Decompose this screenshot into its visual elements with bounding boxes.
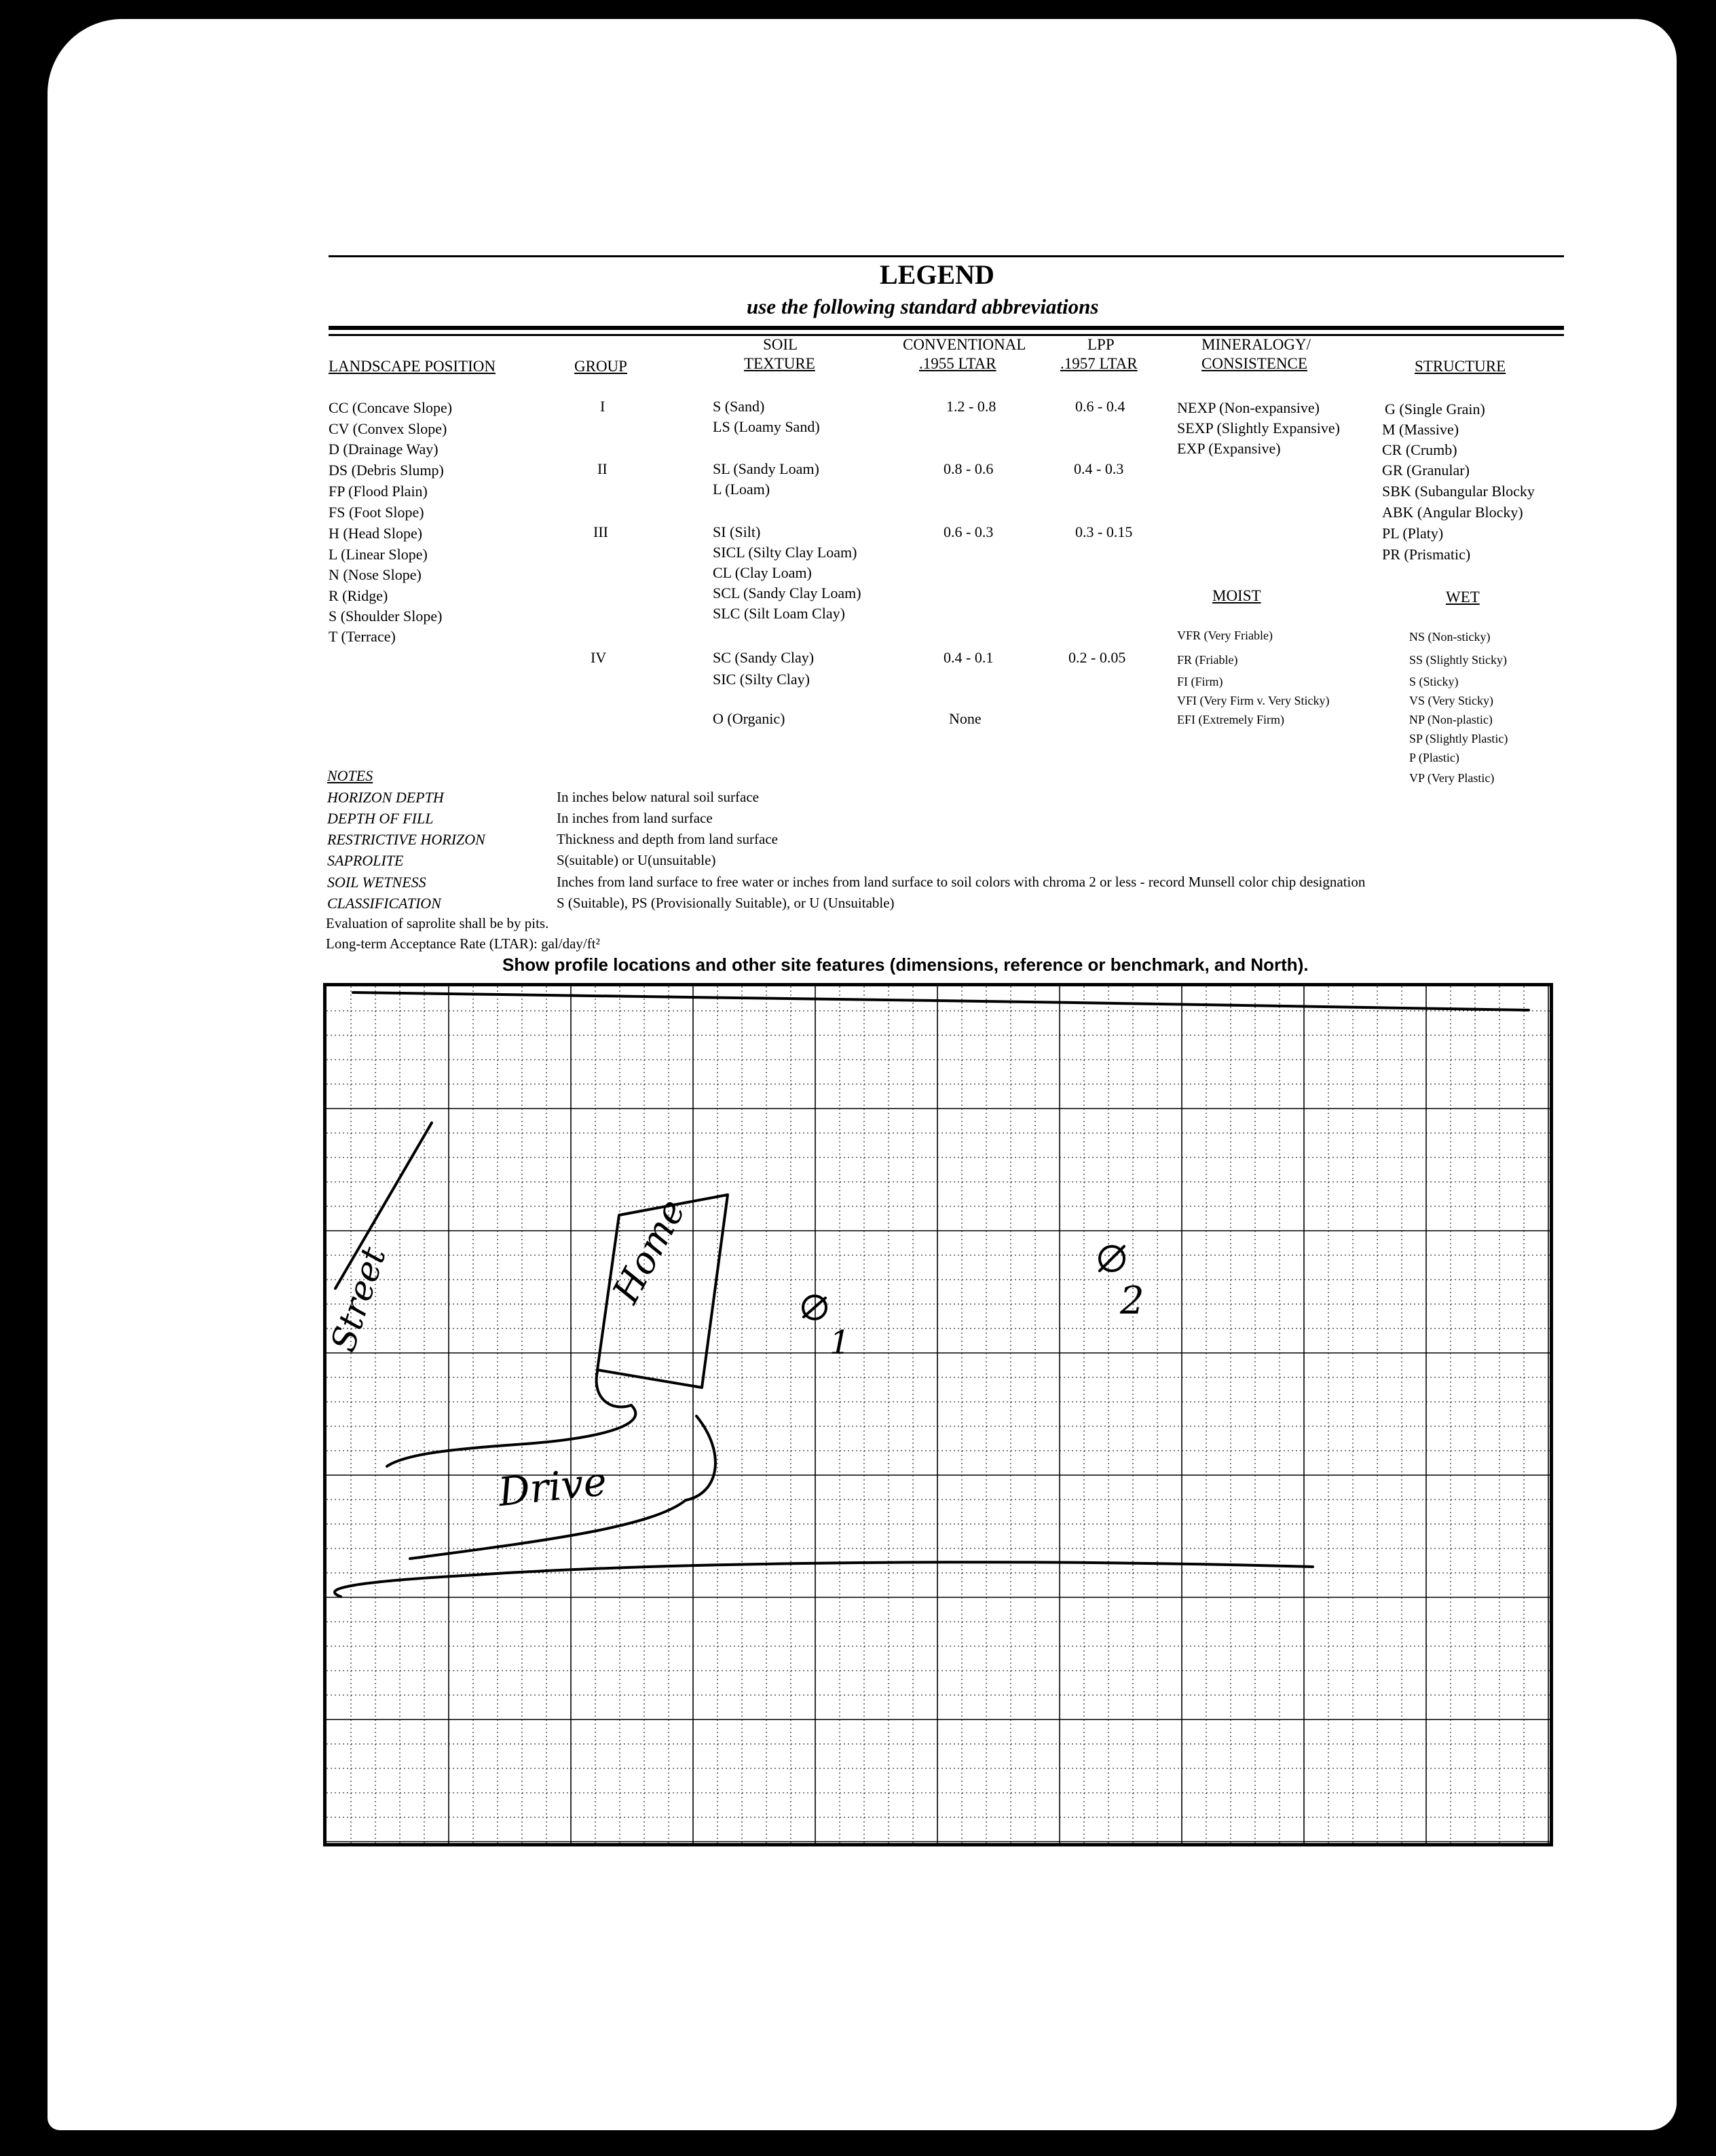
lpp-ltar-value: 0.2 - 0.05 [1068, 649, 1126, 666]
wet-item: P (Plastic) [1409, 751, 1459, 764]
structure-item: PL (Platy) [1382, 525, 1444, 542]
texture-item: S (Sand) [713, 398, 765, 415]
wet-item: VS (Very Sticky) [1409, 694, 1493, 707]
texture-item: SI (Silt) [713, 523, 761, 540]
saprolite-note: Evaluation of saprolite shall be by pits. [326, 915, 549, 931]
mineralogy-item: SEXP (Slightly Expansive) [1177, 420, 1340, 436]
header-texture: TEXTURE [744, 355, 815, 372]
conventional-ltar-value: None [949, 710, 982, 727]
structure-item: G (Single Grain) [1385, 401, 1485, 417]
mineralogy-item: NEXP (Non-expansive) [1177, 399, 1320, 416]
moist-item: FI (Firm) [1177, 675, 1223, 688]
conventional-ltar-value: 1.2 - 0.8 [946, 398, 996, 415]
texture-item: SC (Sandy Clay) [713, 649, 815, 666]
wet-item: SS (Slightly Sticky) [1409, 653, 1508, 667]
note-value: S (Suitable), PS (Provisionally Suitable), or U (Unsuitable) [557, 895, 895, 911]
landscape-item: R (Ridge) [329, 587, 388, 604]
note-value: S(suitable) or U(unsuitable) [557, 852, 716, 868]
wet-item: NP (Non-plastic) [1409, 713, 1493, 726]
moist-item: FR (Friable) [1177, 653, 1238, 667]
group-label: III [593, 523, 608, 540]
header-conventional-ltar: .1955 LTAR [919, 355, 996, 372]
texture-item: SL (Sandy Loam) [713, 460, 819, 477]
note-value: Inches from land surface to free water or inches from land surface to soil colors with chroma 2 or less - record Munsell color chip designation [557, 874, 1366, 890]
texture-item: SICL (Silty Clay Loam) [713, 544, 857, 561]
lpp-ltar-value: 0.3 - 0.15 [1075, 523, 1133, 540]
header-soil: SOIL [763, 336, 798, 353]
wet-item: SP (Slightly Plastic) [1409, 732, 1508, 745]
note-label: CLASSIFICATION [327, 895, 441, 912]
moist-item: EFI (Extremely Firm) [1177, 713, 1284, 726]
note-value: Thickness and depth from land surface [557, 831, 778, 847]
group-label: I [600, 398, 605, 415]
texture-item: L (Loam) [713, 481, 770, 498]
header-lpp-ltar: .1957 LTAR [1060, 355, 1138, 372]
landscape-item: FP (Flood Plain) [329, 483, 428, 500]
landscape-item: CV (Convex Slope) [329, 420, 447, 437]
structure-item: PR (Prismatic) [1382, 546, 1471, 563]
texture-item: SIC (Silty Clay) [713, 671, 810, 688]
texture-item: CL (Clay Loam) [713, 564, 812, 581]
texture-item: SCL (Sandy Clay Loam) [713, 584, 861, 601]
note-value: In inches from land surface [557, 810, 713, 826]
header-structure: STRUCTURE [1415, 358, 1506, 375]
lpp-ltar-value: 0.4 - 0.3 [1074, 460, 1124, 477]
ltar-note: Long-term Acceptance Rate (LTAR): gal/day/ft² [326, 935, 600, 952]
header-consistence: CONSISTENCE [1201, 355, 1307, 372]
texture-item: O (Organic) [713, 710, 785, 727]
landscape-item: H (Head Slope) [329, 525, 423, 542]
header-landscape-position: LANDSCAPE POSITION [329, 358, 496, 375]
mineralogy-item: EXP (Expansive) [1177, 440, 1281, 457]
landscape-item: N (Nose Slope) [329, 566, 422, 583]
texture-item: LS (Loamy Sand) [713, 418, 820, 435]
legend-subtitle: use the following standard abbreviations [747, 295, 1099, 318]
header-moist: MOIST [1212, 587, 1261, 604]
landscape-item: T (Terrace) [329, 628, 396, 645]
note-label: RESTRICTIVE HORIZON [327, 831, 485, 848]
header-group: GROUP [574, 358, 627, 375]
legend-title: LEGEND [880, 259, 994, 290]
wet-item: NS (Non-sticky) [1409, 630, 1491, 644]
site-sketch-instruction: Show profile locations and other site features (dimensions, reference or benchmark, and North). [502, 954, 1309, 975]
structure-item: SBK (Subangular Blocky [1382, 483, 1535, 500]
pit-2-label: 2 [1120, 1279, 1144, 1323]
pit-1-label: 1 [829, 1324, 851, 1362]
lpp-ltar-value: 0.6 - 0.4 [1075, 398, 1125, 415]
landscape-item: DS (Debris Slump) [329, 462, 444, 479]
wet-item: VP (Very Plastic) [1409, 771, 1495, 785]
note-label: SOIL WETNESS [327, 874, 426, 891]
group-label: II [597, 460, 608, 477]
structure-item: CR (Crumb) [1382, 441, 1457, 458]
structure-item: ABK (Angular Blocky) [1382, 504, 1523, 521]
header-wet: WET [1446, 589, 1480, 606]
moist-item: VFI (Very Firm v. Very Sticky) [1177, 694, 1330, 707]
texture-item: SLC (Silt Loam Clay) [713, 605, 845, 622]
note-label: SAPROLITE [327, 852, 404, 869]
note-label: HORIZON DEPTH [327, 789, 444, 806]
notes-heading: NOTES [327, 767, 373, 784]
street-label: Street [323, 1242, 394, 1356]
landscape-item: CC (Concave Slope) [329, 399, 453, 416]
moist-item: VFR (Very Friable) [1177, 629, 1273, 642]
structure-item: M (Massive) [1382, 421, 1459, 438]
structure-item: GR (Granular) [1382, 462, 1470, 479]
landscape-item: FS (Foot Slope) [329, 504, 424, 521]
drive-label: Drive [496, 1457, 609, 1516]
landscape-item: D (Drainage Way) [329, 441, 439, 458]
note-value: In inches below natural soil surface [557, 789, 759, 805]
group-label: IV [591, 649, 607, 666]
conventional-ltar-value: 0.8 - 0.6 [944, 460, 994, 477]
landscape-item: S (Shoulder Slope) [329, 608, 443, 625]
conventional-ltar-value: 0.6 - 0.3 [944, 523, 994, 540]
note-label: DEPTH OF FILL [327, 810, 434, 827]
header-conventional: CONVENTIONAL [903, 336, 1026, 353]
header-lpp: LPP [1087, 336, 1115, 353]
conventional-ltar-value: 0.4 - 0.1 [944, 649, 994, 666]
house-label: Home [604, 1192, 694, 1310]
wet-item: S (Sticky) [1409, 675, 1459, 688]
landscape-item: L (Linear Slope) [329, 546, 428, 563]
header-mineralogy: MINERALOGY/ [1201, 336, 1311, 353]
